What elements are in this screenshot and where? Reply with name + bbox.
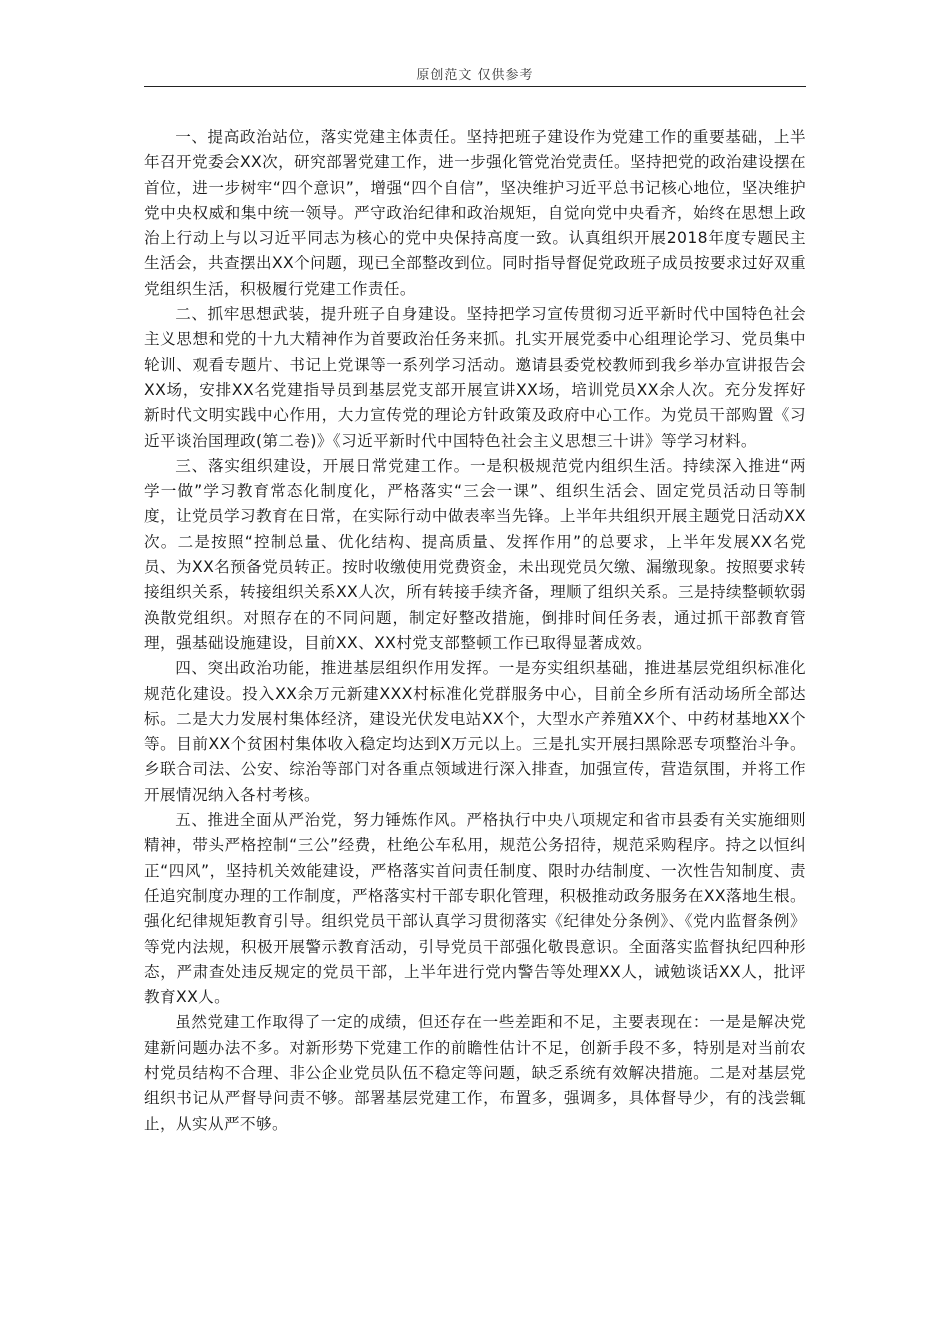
paragraph-political-stance: 一、提高政治站位，落实党建主体责任。坚持把班子建设作为党建工作的重要基础，上半年召开党委会XX次，研究部署党建工作，进一步强化管党治党责任。坚持把党的政治建设摆在首位，进一步树牢“四个意识”，增强“四个自信”，坚决维护习近平总书记核心地位，坚决维护党中央权威和集中统一领导。严守政治纪律和政治规矩，自觉向党中央看齐，始终在思想上政治上行动上与以习近平同志为核心的党中央保持高度一致。认真组织开展2018年度专题民主生活会，共查摆出XX个问题，现已全部整改到位。同时指导督促党政班子成员按要求过好双重党组织生活，积极履行党建工作责任。 bbox=[144, 128, 806, 298]
header-text: 原创范文 仅供参考 bbox=[416, 68, 534, 83]
document-body bbox=[144, 125, 806, 1137]
paragraph-shortcomings: 虽然党建工作取得了一定的成绩，但还存在一些差距和不足，主要表现在：一是是解决党建新问题办法不多。对新形势下党建工作的前瞻性估计不足，创新手段不多，特别是对当前农村党员结构不合理、非公企业党员队伍不稳定等问题，缺乏系统有效解决措施。二是对基层党组织书记从严督导问责不够。部署基层党建工作，布置多，强调多，具体督导少，有的浅尝辄止，从实从严不够。 bbox=[144, 1013, 806, 1133]
paragraph-ideological-arming: 二、抓牢思想武装，提升班子自身建设。坚持把学习宣传贯彻习近平新时代中国特色社会主义思想和党的十九大精神作为首要政治任务来抓。扎实开展党委中心组理论学习、党员集中轮训、观看专题片、书记上党课等一系列学习活动。邀请县委党校教师到我乡举办宣讲报告会XX场，安排XX名党建指导员到基层党支部开展宣讲XX场，培训党员XX余人次。充分发挥好新时代文明实践中心作用，大力宣传党的理论方针政策及政府中心工作。为党员干部购置《习近平谈治国理政(第二卷)》《习近平新时代中国特色社会主义思想三十讲》等学习材料。 bbox=[144, 305, 806, 450]
page-header bbox=[144, 64, 806, 87]
paragraph-strict-governance: 五、推进全面从严治党，努力锤炼作风。严格执行中央八项规定和省市县委有关实施细则精神，带头严格控制“三公”经费，杜绝公车私用，规范公务招待，规范采购程序。持之以恒纠正“四风”，坚持机关效能建设，严格落实首问责任制度、限时办结制度、一次性告知制度、责任追究制度办理的工作制度，严格落实村干部专职化管理，积极推动政务服务在XX落地生根。强化纪律规矩教育引导。组织党员干部认真学习贯彻落实《纪律处分条例》、《党内监督条例》等党内法规，积极开展警示教育活动，引导党员干部强化敬畏意识。全面落实监督执纪四种形态，严肃查处违反规定的党员干部，上半年进行党内警告等处理XX人，诫勉谈话XX人，批评教育XX人。 bbox=[144, 811, 806, 1007]
paragraph-political-function: 四、突出政治功能，推进基层组织作用发挥。一是夯实组织基础，推进基层党组织标准化规范化建设。投入XX余万元新建XXX村标准化党群服务中心，目前全乡所有活动场所全部达标。二是大力发展村集体经济，建设光伏发电站XX个，大型水产养殖XX个、中药材基地XX个等。目前XX个贫困村集体收入稳定均达到X万元以上。三是扎实开展扫黑除恶专项整治斗争。乡联合司法、公安、综治等部门对各重点领域进行深入排查，加强宣传，营造氛围，并将工作开展情况纳入各村考核。 bbox=[144, 659, 806, 804]
paragraph-organization-building: 三、落实组织建设，开展日常党建工作。一是积极规范党内组织生活。持续深入推进“两学一做”学习教育常态化制度化，严格落实“三会一课”、组织生活会、固定党员活动日等制度，让党员学习教育在日常，在实际行动中做表率当先锋。上半年共组织开展主题党日活动XX次。二是按照“控制总量、优化结构、提高质量、发挥作用”的总要求，上半年发展XX名党员、为XX名预备党员转正。按时收缴使用党费资金，未出现党员欠缴、漏缴现象。按照要求转接组织关系，转接组织关系XX人次，所有转接手续齐备，理顺了组织关系。三是持续整顿软弱涣散党组织。对照存在的不同问题，制定好整改措施，倒排时间任务表，通过抓干部教育管理，强基础设施建设，目前XX、XX村党支部整顿工作已取得显著成效。 bbox=[144, 456, 806, 652]
